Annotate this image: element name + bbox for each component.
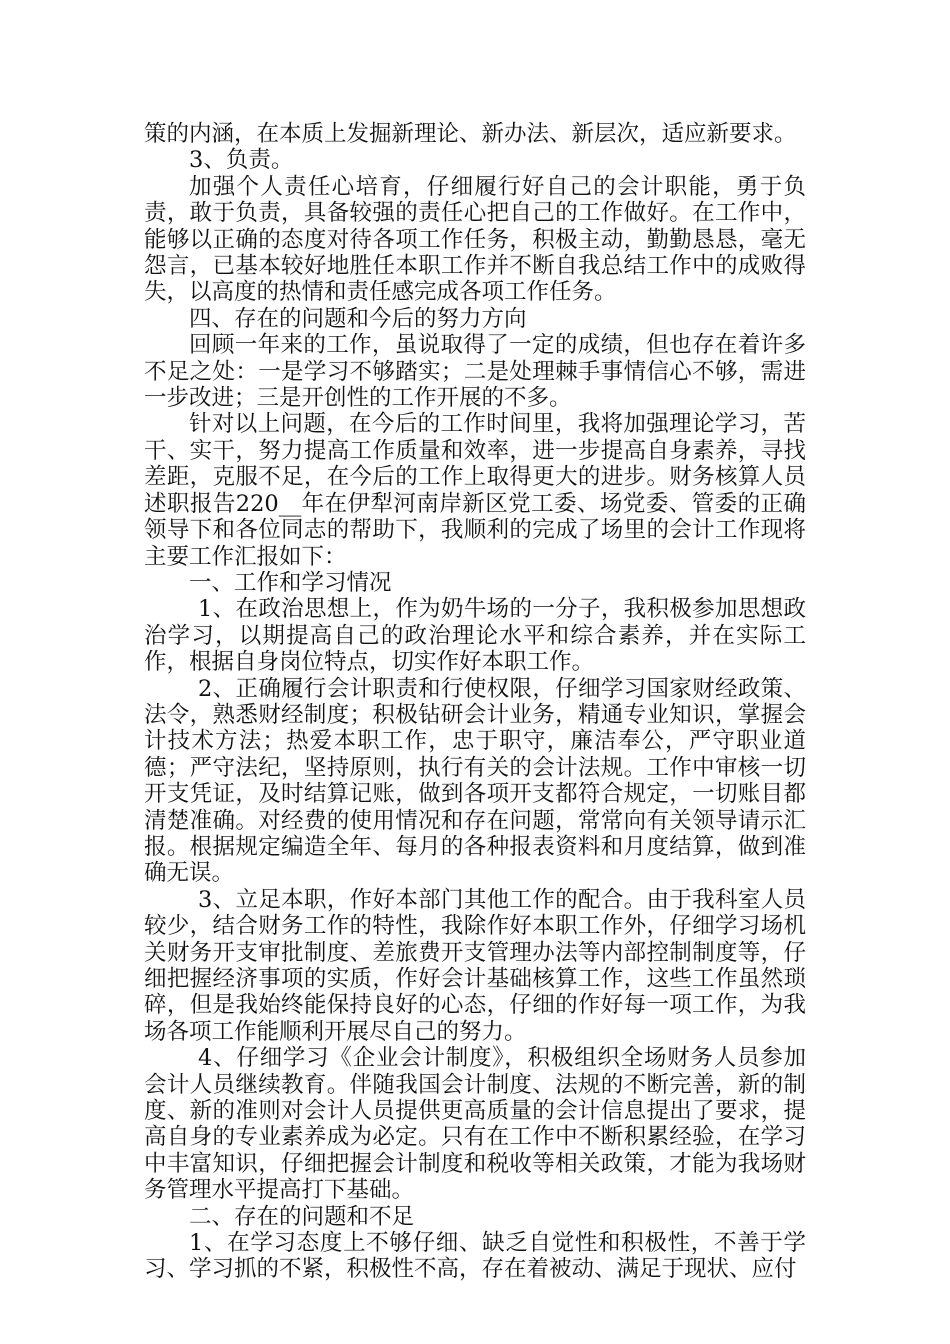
paragraph: 4、仔细学习《企业会计制度》，积极组织全场财务人员参加会计人员继续教育。伴随我国会计制度、法规的不断完善，新的制度、新的准则对会计人员提供更高质量的会计信息提出了要求，提高自身的专业素养成为必定。只有在工作中不断积累经验，在学习中丰富知识，仔细把握会计制度和税收等相关政策，才能为我场财务管理水平提高打下基础。 — [144, 1045, 806, 1204]
paragraph: 3、立足本职，作好本部门其他工作的配合。由于我科室人员较少，结合财务工作的特性，我除作好本职工作外，仔细学习场机关财务开支审批制度、差旅费开支管理办法等内部控制制度等，仔细把握经济事项的实质，作好会计基础核算工作，这些工作虽然琐碎，但是我始终能保持良好的心态，仔细的作好每一项工作，为我场各项工作能顺利开展尽自己的努力。 — [144, 886, 806, 1045]
paragraph: 加强个人责任心培育，仔细履行好自己的会计职能，勇于负责，敢于负责，具备较强的责任心把自己的工作做好。在工作中，能够以正确的态度对待各项工作任务，积极主动，勤勤恳恳，毫无怨言，已基本较好地胜任本职工作并不断自我总结工作中的成败得失，以高度的热情和责任感完成各项工作任务。 — [144, 173, 806, 306]
paragraph: 针对以上问题，在今后的工作时间里，我将加强理论学习，苦干、实干，努力提高工作质量和效率，进一步提高自身素养，寻找差距，克服不足，在今后的工作上取得更大的进步。财务核算人员述职报告220__年在伊犁河南岸新区党工委、场党委、管委的正确领导下和各位同志的帮助下，我顺利的完成了场里的会计工作现将主要工作汇报如下： — [144, 411, 806, 570]
paragraph: 回顾一年来的工作，虽说取得了一定的成绩，但也存在着许多不足之处：一是学习不够踏实；二是处理棘手事情信心不够，需进一步改进；三是开创性的工作开展的不多。 — [144, 332, 806, 412]
section-heading: 3、负责。 — [189, 147, 294, 174]
paragraph: 2、正确履行会计职责和行使权限，仔细学习国家财经政策、法令，熟悉财经制度；积极钻研会计业务，精通专业知识，掌握会计技术方法；热爱本职工作，忠于职守，廉洁奉公，严守职业道德；严守法纪，坚持原则，执行有关的会计法规。工作中审核一切开支凭证，及时结算记账，做到各项开支都符合规定，一切账目都清楚准确。对经费的使用情况和存在问题，常常向有关领导请示汇报。根据规定编造全年、每月的各种报表资料和月度结算，做到准确无误。 — [144, 675, 806, 887]
paragraph: 策的内涵，在本质上发掘新理论、新办法、新层次，适应新要求。 — [144, 121, 797, 147]
document-page — [144, 121, 806, 1283]
section-heading: 二、存在的问题和不足 — [189, 1203, 415, 1230]
paragraph: 1、在学习态度上不够仔细、缺乏自觉性和积极性，不善于学习、学习抓的不紧，积极性不高，存在着被动、满足于现状、应付 — [144, 1230, 806, 1283]
section-heading: 四、存在的问题和今后的努力方向 — [189, 305, 527, 332]
section-heading: 一、工作和学习情况 — [189, 569, 392, 596]
paragraph: 1、在政治思想上，作为奶牛场的一分子，我积极参加思想政治学习，以期提高自己的政治理论水平和综合素养，并在实际工作，根据自身岗位特点，切实作好本职工作。 — [144, 596, 806, 676]
